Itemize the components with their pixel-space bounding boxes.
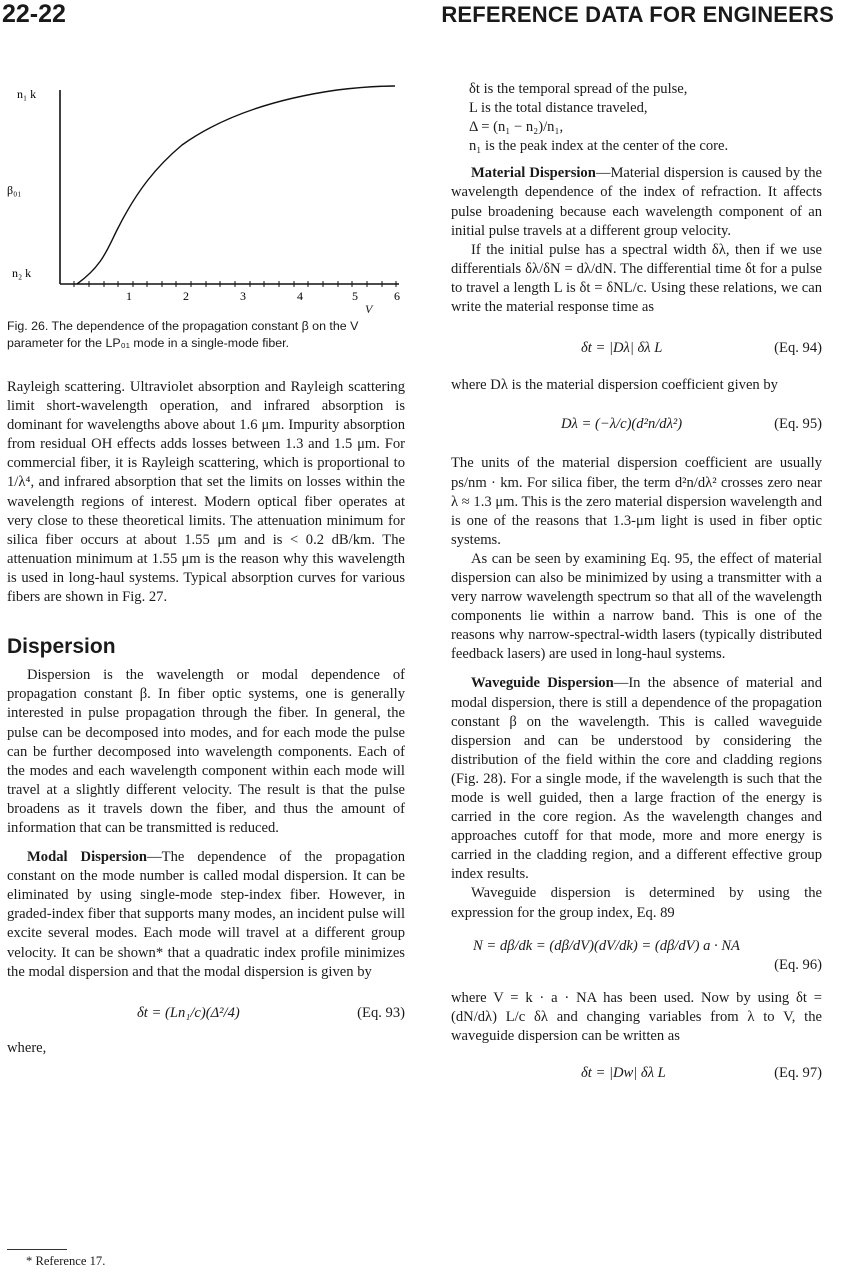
paragraph-where-d-lambda: where Dλ is the material dispersion coefficient given by [451,377,778,394]
equation-93 [7,1004,405,1023]
paragraph-material-dispersion [451,164,822,240]
left-column [7,70,405,1058]
paragraph-waveguide-dispersion [451,674,822,884]
lp01-curve [77,86,395,284]
equation-94-label: (Eq. 94) [774,340,822,357]
equation-96 [451,937,822,975]
paragraph-units: The units of the material dispersion coefficient are usually ps/nm · km. For silica fiber, the term d²n/dλ² crosses zero near λ ≈ 1.3 μm. This is the zero material dispersion wavelength and is one of the reasons that 1.3-μm light is used in fiber optic systems. [451,455,822,548]
x-tick-6: 6 [394,289,400,300]
definitions-list [451,80,822,156]
y-label-bottom: n₂ k [12,266,32,280]
equation-94-body: δt = |Dλ| δλ L [581,340,663,357]
waveguide-dispersion-text: —In the absence of material and modal dispersion, there is still a dependence of the propagation constant β on the wavelength. This is called waveguide dispersion and can be understood by considering the distribution of the field within the core and cladding regions (Fig. 28). For a single mode, if the wavelength is such that the mode is well guided, then a large fraction of the energy is carried in the core region. As the wavelength changes and approaches cutoff for that mode, more and more energy is carried in the cladding region, and a different effective group index results. [451,675,823,883]
paragraph-change-variables: where V = k · a · NA has been used. Now by using δt = (dN/dλ) L/c δλ and changing variables from λ to V, the waveguide dispersion can be written as [451,989,822,1045]
equation-95 [451,415,822,434]
x-tick-3: 3 [240,289,246,300]
y-label-mid: β₀₁ [7,183,22,197]
y-label-top: n₁ k [17,87,37,101]
equation-96-label: (Eq. 96) [774,956,822,973]
runin-modal-dispersion: Modal Dispersion [27,849,148,866]
x-tick-5: 5 [352,289,358,300]
footnote-rule [7,1249,67,1250]
page-header [0,0,846,36]
paragraph-spectral-width: If the initial pulse has a spectral width δλ, then if we use differentials δλ/δN = dλ/dN. The differential time δt for a pulse to travel a length L is δt = δNL/c. Using these relations, we can write the material response time as [451,241,822,316]
x-tick-1: 1 [126,289,132,300]
where-label: where, [7,1039,47,1056]
beta-vs-v-plot [7,70,407,300]
x-tick-4: 4 [297,289,303,300]
paragraph-rayleigh: Rayleigh scattering. Ultraviolet absorption and Rayleigh scattering limit short-wavelength operation, and infrared absorption is dominant for wavelengths above about 1.6 μm. Impurity absorption from residual OH effects adds losses between 1.3 and 1.5 μm. For commercial fiber, it is Rayleigh scattering, which is proportional to 1/λ⁴, and infrared absorption that set the limits on losses within the wavelength regions of interest. Modern optical fiber operates at very close to these theoretical limits. The attenuation minimum for silica fiber occurs at about 1.55 μm and is < 0.2 dB/km. The attenuation minimum at 1.55 μm is the reason why this wavelength is used in long-haul systems. Typical absorption curves for various fibers are shown in Fig. 27. [7,379,405,606]
paragraph-modal-dispersion [7,848,405,982]
section-heading-dispersion: Dispersion [7,635,116,659]
x-axis-label: V [365,302,373,316]
footnote: * Reference 17. [26,1254,106,1268]
definition-l: L is the total distance traveled, [469,100,648,117]
figure-26 [7,70,405,350]
equation-97 [451,1064,822,1083]
equation-93-body: δt = (Ln₁/c)(Δ²/4) [137,1004,240,1021]
page-number: 22-22 [2,0,66,28]
equation-93-label: (Eq. 93) [357,1004,405,1021]
paragraph-group-index: Waveguide dispersion is determined by using the expression for the group index, Eq. 89 [451,885,822,921]
equation-97-body: δt = |Dw| δλ L [581,1065,666,1082]
paragraph-dispersion-intro: Dispersion is the wavelength or modal dependence of propagation constant β. In fiber optic systems, one is generally interested in pulse propagation through the fiber. In general, the pulse can be decomposed into modes, and for each mode the pulse can be further decomposed into wavelength components. Each of the modes and each wavelength component within each mode will travel at a slightly different velocity. The result is that the pulse broadens as it travels down the fiber, and thus the amount of information that can be transmitted is reduced. [7,667,405,836]
modal-dispersion-text: —The dependence of the propagation constant on the mode number is called modal dispersion. It can be eliminated by using single-mode step-index fiber. However, in graded-index fiber that supports many modes, an incident pulse will excite several modes. Each mode will travel at a different group velocity. It can be shown* that a quadratic index profile minimizes the modal dispersion and that the modal dispersion is given by [7,849,405,980]
figure-caption: Fig. 26. The dependence of the propagation constant β on the V parameter for the LP₀₁ mode in a single-mode fiber. [7,319,359,350]
definition-delta-t: δt is the temporal spread of the pulse, [469,81,688,97]
equation-95-label: (Eq. 95) [774,416,822,433]
material-dispersion-text: —Material dispersion is caused by the wavelength dependence of the index of refraction. It affects pulse broadening because each wavelength component of an initial pulse travels at a different group velocity. [451,165,822,239]
right-column [451,80,822,1099]
x-tick-2: 2 [183,289,189,300]
equation-95-body: Dλ = (−λ/c)(d²n/dλ²) [561,416,683,433]
running-title: REFERENCE DATA FOR ENGINEERS [441,2,834,27]
runin-waveguide-dispersion: Waveguide Dispersion [471,675,614,692]
equation-97-label: (Eq. 97) [774,1065,822,1082]
equation-96-body: N = dβ/dk = (dβ/dV)(dV/dk) = (dβ/dV) a · NA [473,937,740,954]
paragraph-narrow-spectrum: As can be seen by examining Eq. 95, the effect of material dispersion can also be minimized by using a transmitter with a very narrow wavelength spectrum so that all of the wavelength components lie within a narrow band. This is one of the reasons why narrow-spectral-width lasers (typically distributed feedback lasers) are used in long-haul systems. [451,550,822,663]
equation-94 [451,339,822,358]
runin-material-dispersion: Material Dispersion [471,165,596,182]
definition-n1: n₁ is the peak index at the center of the core. [469,138,729,155]
definition-delta: Δ = (n₁ − n₂)/n₁, [469,119,564,136]
